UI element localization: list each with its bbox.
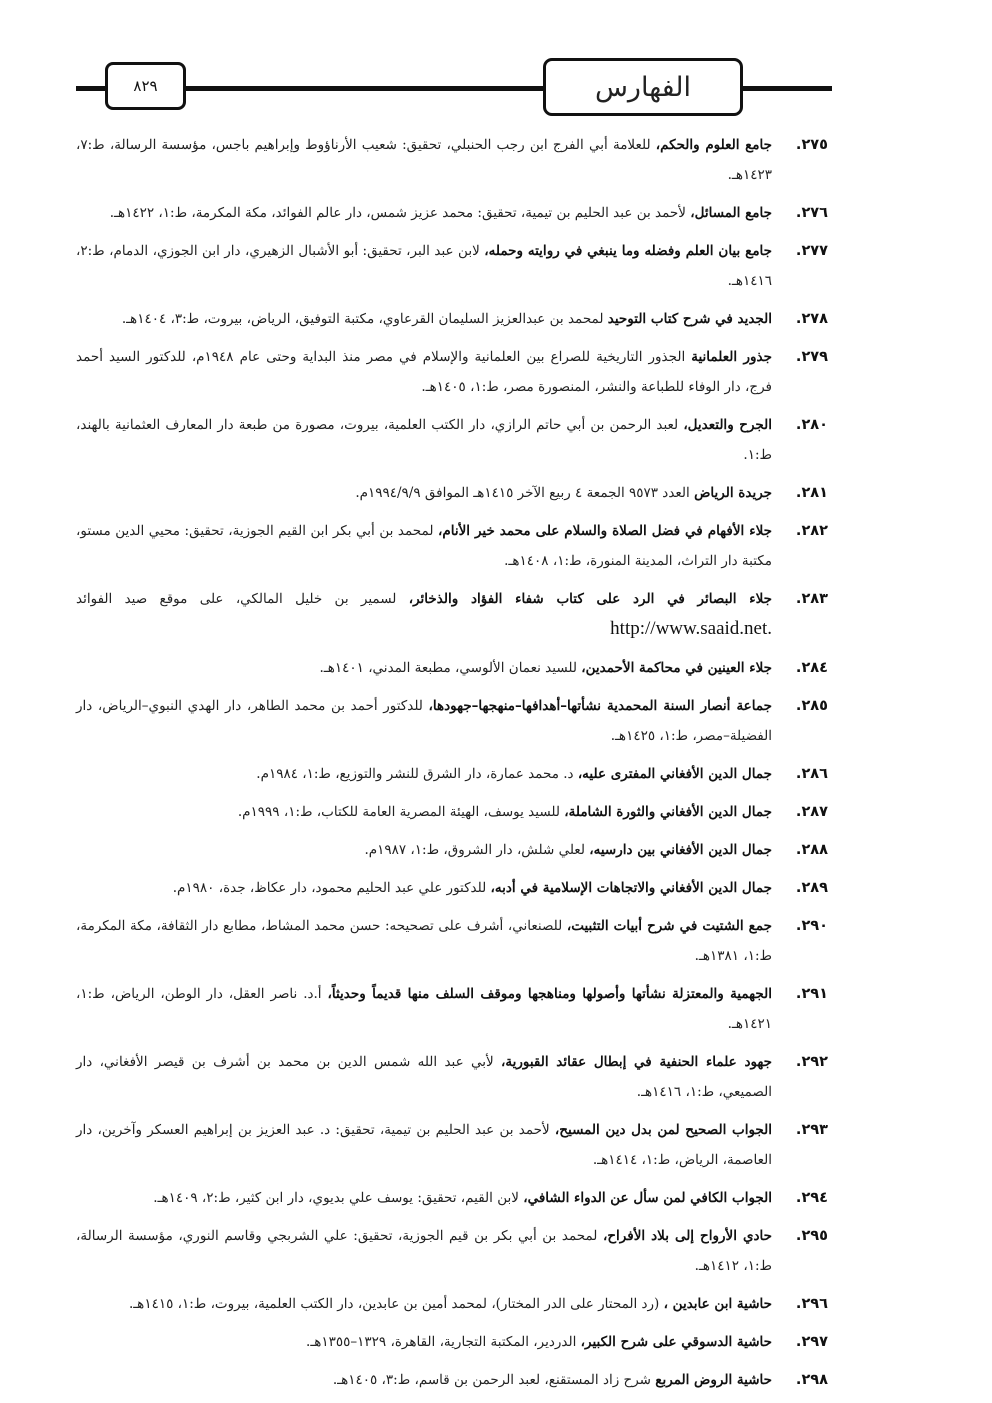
entry-number: ٢٨٩. [795,880,828,896]
list-item [76,342,828,402]
entry-text [76,516,772,576]
entry-details: لمحمد بن أبي بكر بن قيم الجوزية، تحقيق: علي الشربجي وقاسم النوري، مؤسسة الرسالة، ط:١، ١٤١٢هـ. [76,1228,772,1274]
entry-details: لمحمد بن أبي بكر ابن القيم الجوزية، تحقيق: محيي الدين مستو، مكتبة دار التراث، المدينة المنورة، ط:١، ١٤٠٨هـ. [76,523,772,569]
entry-number: ٢٩٦. [795,1296,828,1312]
entry-url-link[interactable]: http://www.saaid.net. [610,618,772,639]
entry-number: ٢٨٤. [795,660,828,676]
entry-details: لابن عبد البر، تحقيق: أبو الأشبال الزهيري، دار ابن الجوزي، الدمام، ط:٢، ١٤١٦هـ. [76,243,772,289]
entry-title: جلاء الأفهام في فضل الصلاة والسلام على محمد خير الأنام، [437,523,772,539]
entry-details: للدكتور علي عبد الحليم محمود، دار عكاظ، جدة، ١٩٨٠م. [172,880,491,896]
entry-text [76,1183,772,1213]
entry-text [76,304,772,334]
entry-number: ٢٨١. [795,485,828,501]
list-item [76,797,828,827]
list-item [76,873,828,903]
section-title: الفهارس [594,71,692,103]
entry-number: ٢٩٨. [795,1372,828,1388]
entry-title: الجهمية والمعتزلة نشأتها وأصولها ومناهجها وموقف السلف منها قديماً وحديثاً، [327,986,772,1002]
entry-details: د. محمد عمارة، دار الشرق للنشر والتوزيع، ط:١، ١٩٨٤م. [256,766,578,782]
entry-title: حاشية الروض المربع [655,1372,772,1388]
entry-number: ٢٩٢. [795,1054,828,1070]
list-item [76,130,828,190]
list-item [76,410,828,470]
entry-details: للعلامة أبي الفرج ابن رجب الحنبلي، تحقيق: شعيب الأرناؤوط وإبراهيم باجس، مؤسسة الرسالة، ط:٧، ١٤٢٣هـ. [76,137,772,183]
entry-details: للسيد نعمان الألوسي، مطبعة المدني، ١٤٠١هـ. [319,660,582,676]
entry-title: جمع الشتيت في شرح أبيات التثبيت، [566,918,772,934]
entry-number: ٢٨٣. [795,591,828,607]
entry-number: ٢٨٠. [795,417,828,433]
entry-title: جلاء العينين في محاكمة الأحمدين، [581,660,772,676]
page-number: ٨٢٩ [133,77,158,95]
list-item [76,835,828,865]
entry-text [76,653,772,683]
entry-text [76,911,772,971]
entry-text [76,478,772,508]
entry-title: جهود علماء الحنفية في إبطال عقائد القبورية، [500,1054,772,1070]
entry-title: حاشية ابن عابدين ، [663,1296,772,1312]
entry-title: جمال الدين الأفغاني والثورة الشاملة، [564,804,772,820]
entry-details: الجذور التاريخية للصراع بين العلمانية والإسلام في مصر منذ البداية وحتى عام ١٩٤٨م، للدكتور السيد أحمد فرج، دار الوفاء للطباعة والنشر، المنصورة مصر، ط:١، ١٤٠٥هـ. [76,349,772,395]
bibliography-list [76,130,828,1403]
entry-details: لأبي عبد الله شمس الدين بن محمد بن أشرف بن قيصر الأفغاني، دار الصميعي، ط:١، ١٤١٦هـ. [76,1054,772,1100]
entry-details: لمحمد بن عبدالعزيز السليمان القرعاوي، مكتبة التوفيق، الرياض، بيروت، ط:٣، ١٤٠٤هـ. [121,311,608,327]
entry-text [76,691,772,751]
list-item [76,1221,828,1281]
entry-title: جمال الدين الأفغاني المفترى عليه، [577,766,772,782]
list-item [76,979,828,1039]
list-item [76,1047,828,1107]
entry-details: للدكتور أحمد بن محمد الطاهر، دار الهدي النبوي–الرياض، دار الفضيلة–مصر، ط:١، ١٤٢٥هـ. [76,698,772,744]
list-item [76,1327,828,1357]
entry-details: للصنعاني، أشرف على تصحيحه: حسن محمد المشاط، مطابع دار الثقافة، مكة المكرمة، ط:١، ١٣٨١هـ. [76,918,772,964]
entry-title: جامع العلوم والحكم، [655,137,772,153]
entry-text [76,797,772,827]
entry-text [76,236,772,296]
list-item [76,304,828,334]
entry-title: جماعة أنصار السنة المحمدية نشأتها–أهدافها–منهجها–جهودها، [428,698,772,714]
list-item [76,911,828,971]
entry-number: ٢٩٥. [795,1228,828,1244]
entry-details: لأحمد بن عبد الحليم بن تيمية، تحقيق: محمد عزيز شمس، دار عالم الفوائد، مكة المكرمة، ط:١، ١٤٢٢هـ. [109,205,691,221]
entry-details: لعلي شلش، دار الشروق، ط:١، ١٩٨٧م. [364,842,590,858]
entry-details: لأحمد بن عبد الحليم بن تيمية، تحقيق: د. عبد العزيز بن إبراهيم العسكر وآخرين، دار العاصمة، الرياض، ط:١، ١٤١٤هـ. [76,1122,772,1168]
entry-text [76,1365,772,1395]
entry-details: أ.د. ناصر العقل، دار الوطن، الرياض، ط:١، ١٤٢١هـ. [76,986,772,1032]
entry-details: شرح زاد المستقنع، لعبد الرحمن بن قاسم، ط:٣، ١٤٠٥هـ. [332,1372,656,1388]
entry-details: للسيد يوسف، الهيئة المصرية العامة للكتاب، ط:١، ١٩٩٩م. [237,804,565,820]
entry-text [76,873,772,903]
entry-text [76,1327,772,1357]
entry-details: الدردير، المكتبة التجارية، القاهرة، ١٣٢٩–١٣٥٥هـ. [306,1334,581,1350]
entry-details: (رد المحتار على الدر المختار)، لمحمد أمين بن عابدين، دار الكتب العلمية، بيروت، ط:١، ١٤١٥هـ. [128,1296,664,1312]
entry-text [76,410,772,470]
entry-title: جلاء البصائر في الرد على كتاب شفاء الفؤاد والذخائر، [408,591,772,607]
entry-number: ٢٧٨. [795,311,828,327]
list-item [76,516,828,576]
entry-details: لسمير بن خليل المالكي، على موقع صيد الفوائد [76,591,409,607]
entry-number: ٢٩٤. [795,1190,828,1206]
list-item [76,1183,828,1213]
entry-text [76,584,772,645]
list-item [76,236,828,296]
list-item [76,584,828,645]
entry-number: ٢٨٢. [795,523,828,539]
entry-number: ٢٩٧. [795,1334,828,1350]
list-item [76,198,828,228]
entry-details: لعبد الرحمن بن أبي حاتم الرازي، دار الكتب العلمية، بيروت، مصورة من طبعة دار المعارف العثمانية بالهند، ط:١. [76,417,772,463]
entry-details: لابن القيم، تحقيق: يوسف علي بديوي، دار ابن كثير، ط:٢، ١٤٠٩هـ. [153,1190,524,1206]
entry-number: ٢٨٧. [795,804,828,820]
entry-text [76,130,772,190]
entry-title: حادي الأرواح إلى بلاد الأفراح، [602,1228,773,1244]
entry-number: ٢٩٠. [795,918,828,934]
entry-title: الجرح والتعديل، [683,417,772,433]
list-item [76,478,828,508]
entry-title: الجديد في شرح كتاب التوحيد [607,311,772,327]
entry-title: جامع بيان العلم وفضله وما ينبغي في روايته وحمله، [484,243,773,259]
entry-number: ٢٧٦. [795,205,828,221]
entry-title: الجواب الكافي لمن سأل عن الدواء الشافي، [523,1190,772,1206]
entry-text [76,1289,772,1319]
list-item [76,759,828,789]
entry-details: العدد ٩٥٧٣ الجمعة ٤ ربيع الآخر ١٤١٥هـ الموافق ١٩٩٤/٩/٩م. [355,485,695,501]
list-item [76,653,828,683]
entry-number: ٢٧٩. [795,349,828,365]
entry-title: جذور العلمانية [691,349,772,365]
entry-text [76,835,772,865]
entry-title: جامع المسائل، [690,205,772,221]
entry-number: ٢٨٦. [795,766,828,782]
entry-title: جمال الدين الأفغاني والاتجاهات الإسلامية في أدبه، [490,880,772,896]
entry-title: حاشية الدسوقي على شرح الكبير، [580,1334,772,1350]
entry-text [76,1047,772,1107]
entry-text [76,1115,772,1175]
entry-text [76,198,772,228]
entry-number: ٢٨٨. [795,842,828,858]
section-title-box [543,58,743,116]
list-item [76,1365,828,1395]
entry-text [76,979,772,1039]
entry-number: ٢٩٣. [795,1122,828,1138]
list-item [76,691,828,751]
entry-number: ٢٧٧. [795,243,828,259]
list-item [76,1115,828,1175]
page-number-box [105,62,186,110]
list-item [76,1289,828,1319]
entry-title: جمال الدين الأفغاني بين دارسيه، [589,842,772,858]
entry-number: ٢٨٥. [795,698,828,714]
entry-text [76,1221,772,1281]
entry-title: الجواب الصحيح لمن بدل دين المسيح، [554,1122,772,1138]
entry-number: ٢٧٥. [795,137,828,153]
entry-text [76,759,772,789]
entry-text [76,342,772,402]
entry-number: ٢٩١. [795,986,828,1002]
entry-title: جريدة الرياض [694,485,772,501]
